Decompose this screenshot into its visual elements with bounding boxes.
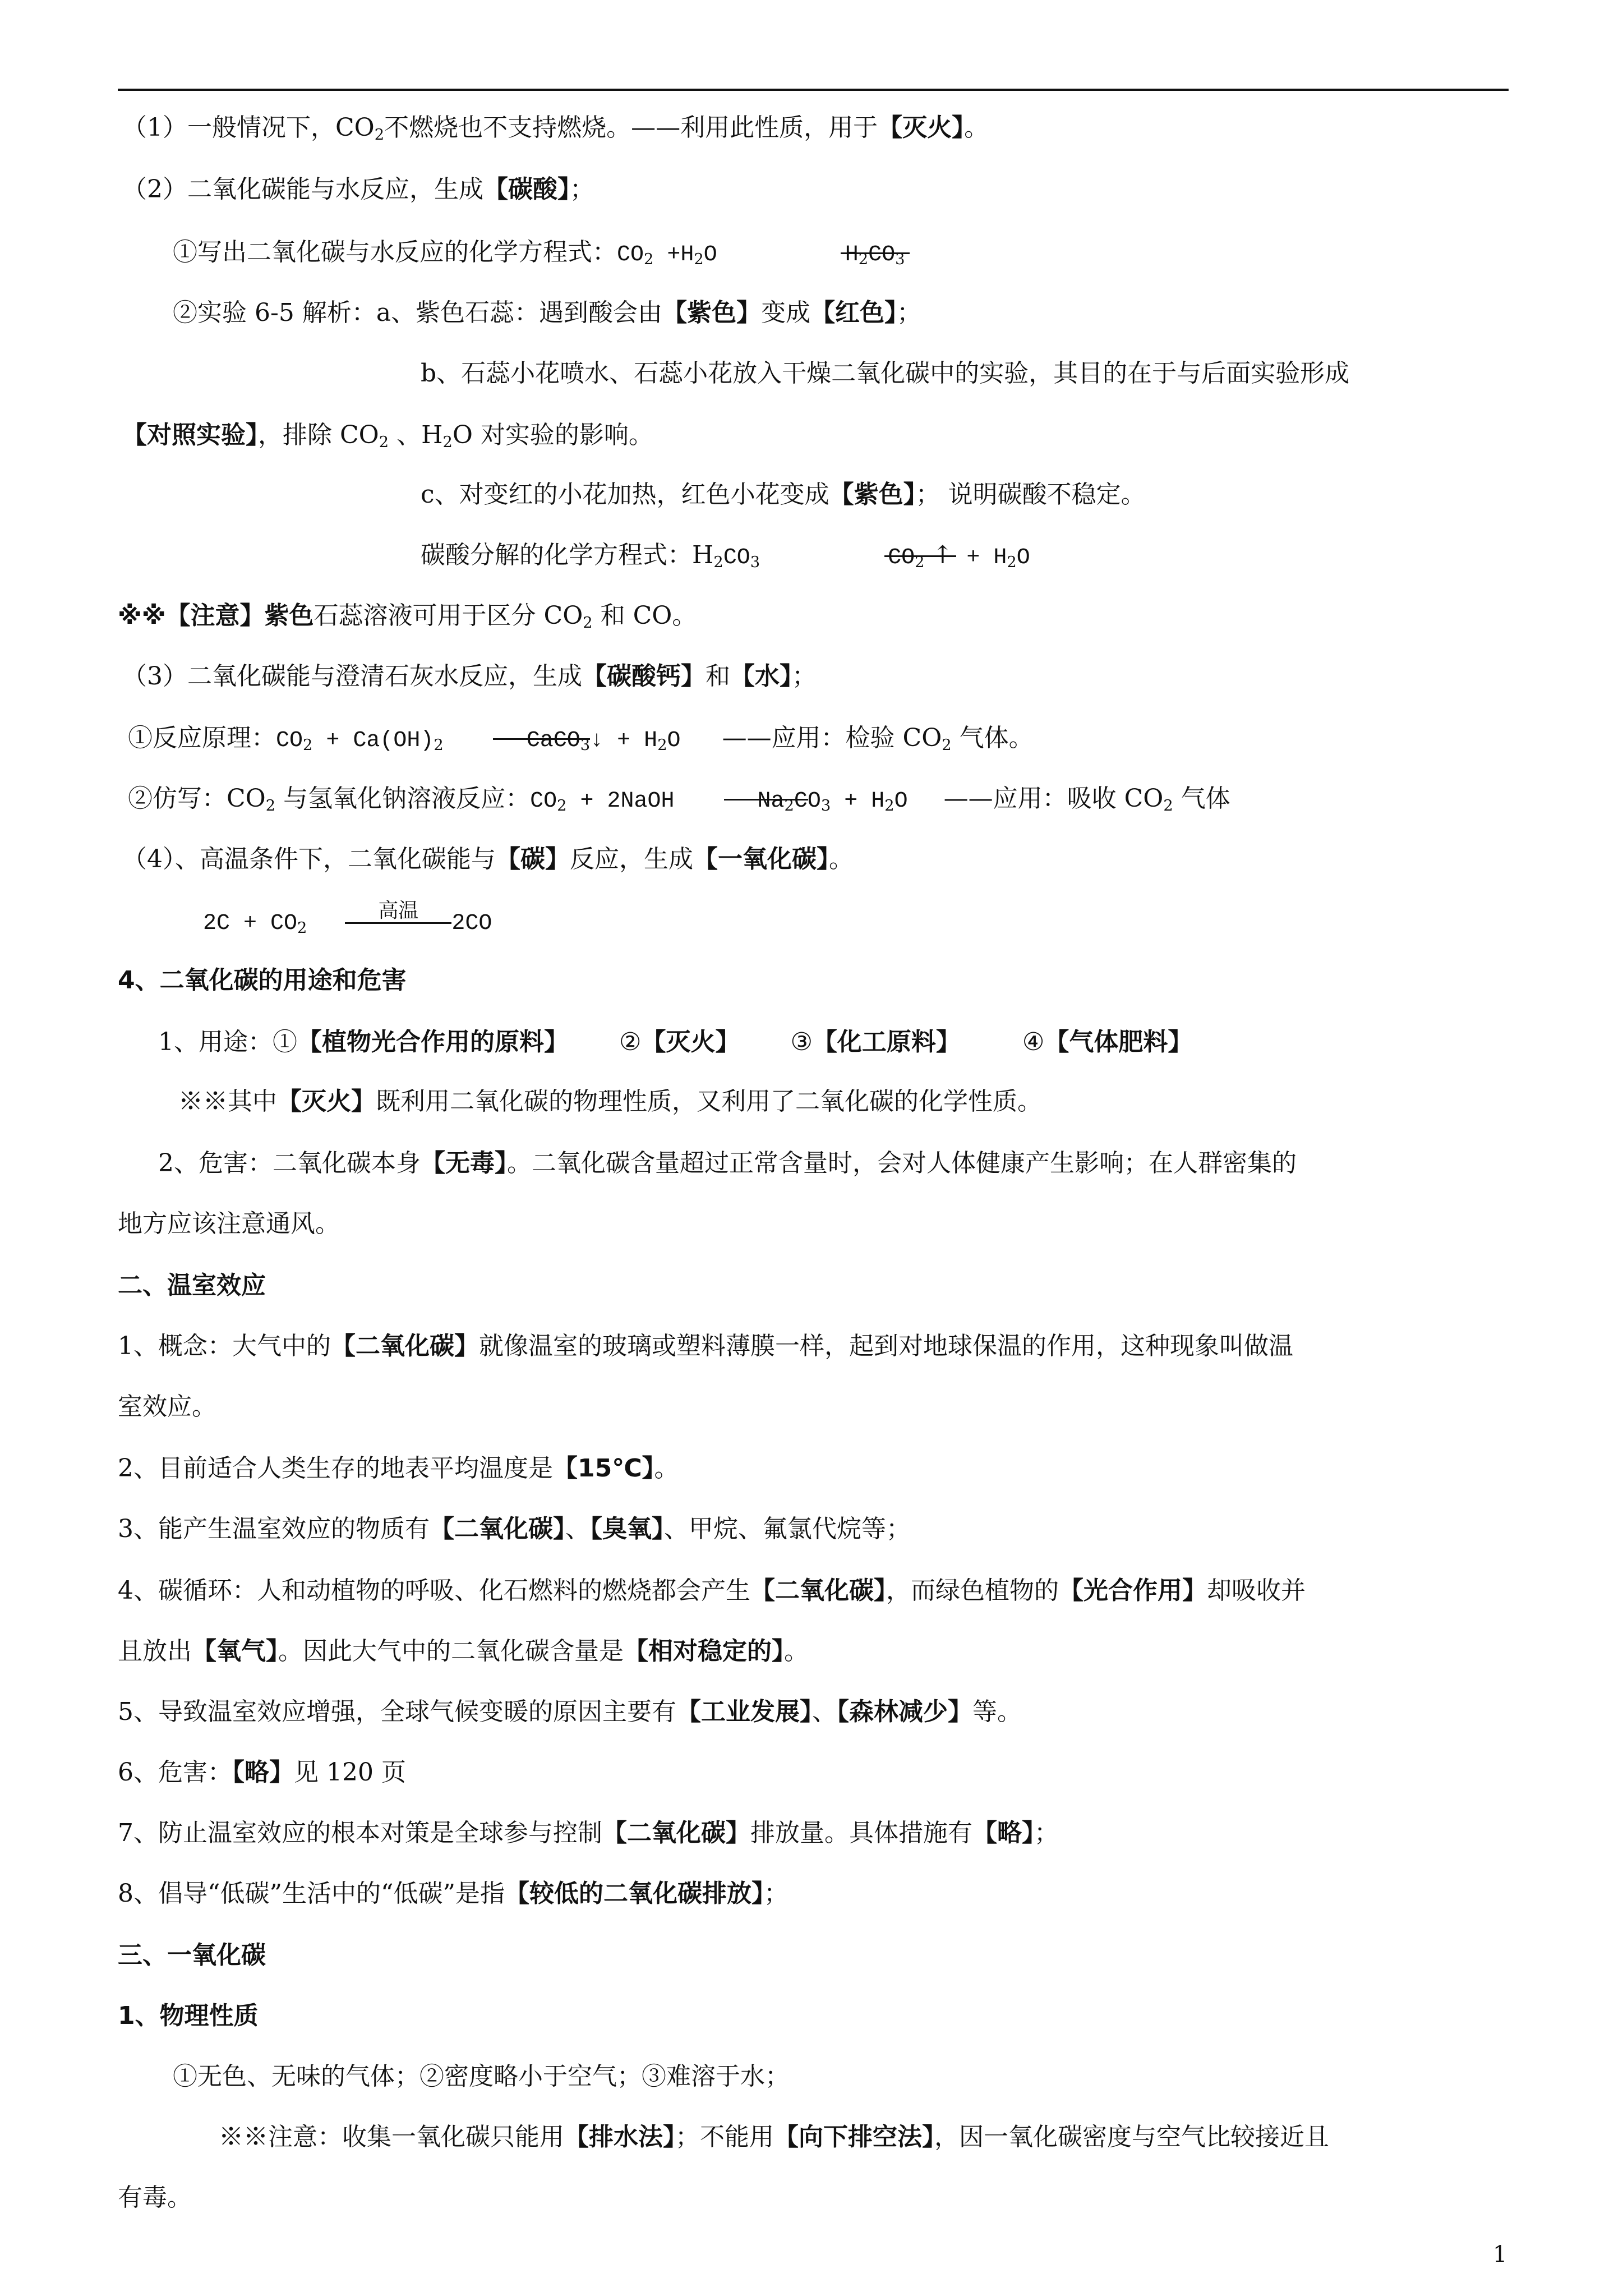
text: ，而绿色植物的 [886,1576,1059,1605]
reaction-condition [345,899,451,938]
subscript: 2 [303,736,313,754]
subscript: 2 [884,797,895,815]
note-litmus [118,599,697,633]
formula: CO [617,242,644,268]
text: ①反应原理： [128,724,276,752]
subscript: 2 [657,736,667,754]
formula: CO [868,242,896,268]
text: ； [763,1879,789,1908]
text: （2）二氧化碳能与水反应，生成 [122,175,483,204]
co2-prop-3 [122,660,817,693]
formula: O [1016,545,1030,570]
co-collection-note-cont: 有毒。 [118,2183,192,2212]
subscript: 2 [644,250,654,268]
text: 4、碳循环：人和动植物的呼吸、化石燃料的燃烧都会产生 [118,1576,750,1605]
greenhouse-causes [118,1695,1022,1729]
page-number: 1 [1493,2242,1507,2267]
answer: 【灭火】 [878,113,965,142]
subscript: 2 [442,433,453,451]
subscript: 2 [915,553,925,571]
harm-paragraph [158,1147,1297,1180]
subscript: 2 [557,797,567,815]
subscript: 3 [895,250,905,268]
formula: O [703,242,717,268]
answer: 【灭火】 [277,1087,376,1116]
text: 3、能产生温室效应的物质有 [118,1515,430,1543]
answer: 【红色】 [810,298,897,327]
text: 和 [706,662,730,691]
text: 。 [964,113,989,142]
gas-arrow: ↑ [932,541,953,569]
formula: Na [757,789,785,814]
formula: CO [888,545,915,570]
answer: 【光合作用】 [1059,1576,1207,1605]
text: 等。 [972,1697,1022,1726]
equals-bar [493,738,590,740]
formula: CaCO [526,728,580,753]
subscript: 2 [694,250,704,268]
answer: 【碳酸钙】 [582,662,706,691]
formula: CO [276,728,303,753]
answer: 【灭火】 [641,1028,740,1056]
text: ②仿写：CO [128,784,266,813]
formula: H [845,242,859,268]
formula: + H [831,789,885,814]
answer: 【碳】 [496,845,570,873]
text: ； [897,298,922,327]
answer: 【二氧化碳】 [331,1332,479,1360]
subscript: 2 [713,553,723,571]
text: c、对变红的小花加热，红色小花变成 [421,480,829,509]
text: 1、用途：① [158,1028,297,1056]
text: 。因此大气中的二氧化碳含量是 [278,1637,624,1665]
text: ； [570,175,594,204]
co2-prop-2 [122,173,594,206]
answer: 【工业发展】 [676,1697,812,1726]
text: 气体 [1173,784,1230,813]
text: ，因一氧化碳密度与空气比较接近且 [934,2123,1329,2151]
equation-rhs [888,539,953,575]
experiment-a [173,296,921,330]
text: 、 [565,1515,590,1543]
answer: 【较低的二氧化碳排放】 [504,1879,764,1908]
text: 。 [784,1637,809,1665]
subscript: 3 [750,553,760,571]
carbon-cycle-cont [118,1635,809,1668]
subscript: 2 [265,797,276,815]
header-rule [118,89,1509,91]
answer: 【化工原料】 [812,1028,961,1056]
text: ④ [1022,1028,1045,1056]
greenhouse-concept-cont: 室效应。 [118,1392,216,1421]
experiment-c [421,478,1146,512]
co2-water-equation [173,236,905,272]
co-physical-heading: 1、物理性质 [118,2001,259,2030]
text: 2、危害：二氧化碳本身 [158,1149,421,1177]
formula: ↓ + H [590,728,658,753]
formula: CO [530,789,557,814]
text: ①写出二氧化碳与水反应的化学方程式： [173,238,617,266]
answer: 【二氧化碳】 [602,1819,750,1847]
condition-label: 高温 [378,899,419,922]
harm-paragraph-cont: 地方应该注意通风。 [118,1209,340,1238]
text: 、 [812,1697,837,1726]
formula: + 2NaOH [566,789,675,814]
text: 与氢氧化钠溶液反应： [275,784,531,813]
answer: 【二氧化碳】 [430,1515,565,1543]
text: 不燃烧也不支持燃烧。——利用此性质，用于 [384,113,878,142]
text: O 对实验的影响。 [452,421,653,449]
naoh-equation [128,782,1230,818]
answer: 【二氧化碳】 [750,1576,886,1605]
section-heading-co: 三、一氧化碳 [118,1941,266,1970]
subscript: 2 [583,614,593,632]
answer: 【紫色】 [662,298,762,327]
answer: 【略】 [972,1819,1034,1847]
subscript: 2 [379,433,389,451]
experiment-b: b、石蕊小花喷水、石蕊小花放入干燥二氧化碳中的实验，其目的在于与后面实验形成 [421,359,1350,388]
answer: 【植物光合作用的原料】 [297,1028,569,1056]
answer: 【氧气】 [192,1637,278,1665]
low-carbon [118,1877,789,1911]
equation-rhs [758,782,831,818]
answer: 【略】 [232,1758,294,1787]
formula: 2CO [451,911,492,936]
subscript: 2 [374,126,385,144]
formula: CO [723,545,750,570]
formula: +H [653,242,694,268]
text: 、甲烷、氟氯代烷等； [664,1515,911,1543]
section-heading-uses: 4、二氧化碳的用途和危害 [118,966,407,995]
text: 2、目前适合人类生存的地表平均温度是 [118,1454,553,1483]
answer: 【紫色】 [829,480,916,509]
text: （1）一般情况下，CO [122,113,375,142]
carbon-cycle [118,1574,1306,1608]
text: ——应用：检验 CO [722,724,942,752]
text: （3）二氧化碳能与澄清石灰水反应，生成 [122,662,582,691]
subscript: 2 [942,736,952,754]
uses-list [158,1025,1192,1059]
text: ※※注意：收集一氧化碳只能用 [219,2123,564,2151]
answer: 【15℃】 [553,1454,654,1483]
subscript: 2 [858,250,869,268]
text: 。 [654,1454,679,1483]
answer: 【对照实验】 [122,421,258,449]
answer: 【碳酸】 [483,175,570,204]
text: 见 120 页 [294,1758,406,1787]
equals-bar [841,252,910,254]
answer: 【无毒】 [421,1149,507,1177]
text: ，排除 CO [258,421,379,449]
note-label: ※※【注意】紫色 [118,601,314,630]
formula: CO [794,789,821,814]
formula: + Ca(OH) [312,728,434,753]
text: 。二氧化碳含量超过正常含量时，会对人体健康产生影响；在人群密集的 [507,1149,1297,1177]
text: ； [792,662,817,691]
text: 石蕊溶液可用于区分 CO [313,601,583,630]
co-collection-note [219,2120,1329,2154]
text: 8、倡导“低碳”生活中的“低碳”是指 [118,1879,505,1908]
text: ※※其中 [178,1087,277,1116]
text: 变成 [761,298,811,327]
text: 1、概念：大气中的 [118,1332,331,1360]
carbon-reduction-equation [203,899,492,941]
text: ③ [790,1028,813,1056]
subscript: 3 [820,797,831,815]
subscript: 2 [1007,553,1017,571]
greenhouse-gases [118,1512,911,1546]
text: 5、导致温室效应增强，全球气候变暖的原因主要有 [118,1697,676,1726]
text: ；不能用 [675,2123,774,2151]
text: 反应，生成 [570,845,693,873]
text: ； [1034,1819,1059,1847]
co-physical-props: ①无色、无味的气体；②密度略小于空气；③难溶于水； [173,2062,790,2091]
equals-bar [345,922,451,924]
text: 就像温室的玻璃或塑料薄膜一样，起到对地球保温的作用，这种现象叫做温 [479,1332,1293,1360]
answer: 【森林减少】 [837,1697,972,1726]
uses-note [178,1085,1042,1119]
text: 却吸收并 [1207,1576,1306,1605]
text: ——应用：吸收 CO [943,784,1164,813]
formula: O [894,789,908,814]
equals-bar [884,555,956,557]
text: 既利用二氧化碳的物理性质，又利用了二氧化碳的化学性质。 [376,1087,1042,1116]
answer: 【相对稳定的】 [624,1637,784,1665]
subscript: 3 [580,736,591,754]
experiment-b-cont [122,418,653,452]
text: 和 CO。 [592,601,697,630]
equation-rhs [527,721,590,758]
text: ② [619,1028,642,1056]
answer: 【气体肥料】 [1044,1028,1193,1056]
formula: 2C + CO [203,911,298,936]
co2-prop-4 [122,843,854,876]
text: ； 说明碳酸不稳定。 [915,480,1146,509]
text: ②实验 6-5 解析：a、紫色石蕊：遇到酸会由 [173,298,663,327]
answer: 【排水法】 [564,2123,675,2151]
text: 排放量。具体措施有 [750,1819,972,1847]
greenhouse-temperature [118,1452,679,1485]
text: 且放出 [118,1637,192,1665]
answer: 【水】 [730,662,792,691]
text: 、H [389,421,443,449]
co2-prop-1 [122,111,989,145]
subscript: 2 [297,919,307,937]
text: （4）、高温条件下，二氧化碳能与 [122,845,496,873]
limewater-equation [128,721,1034,758]
equals-bar [724,799,809,800]
text: 6、危害： [118,1758,232,1787]
subscript: 2 [434,736,444,754]
greenhouse-prevention [118,1816,1059,1850]
text: 碳酸分解的化学方程式：H [421,541,714,569]
text: 气体。 [951,724,1034,752]
subscript: 2 [784,797,794,815]
subscript: 2 [1163,797,1173,815]
text: 7、防止温室效应的根本对策是全球参与控制 [118,1819,602,1847]
greenhouse-harm [118,1756,406,1789]
carbonic-acid-decomposition [421,539,1030,575]
answer: 【一氧化碳】 [693,845,829,873]
section-heading-greenhouse: 二、温室效应 [118,1271,266,1300]
greenhouse-concept [118,1329,1293,1363]
answer: 【臭氧】 [590,1515,664,1543]
formula: + H [953,545,1007,570]
equation-rhs [845,236,905,272]
answer: 【向下排空法】 [774,2123,934,2151]
text: 。 [829,845,854,873]
formula: O [667,728,681,753]
